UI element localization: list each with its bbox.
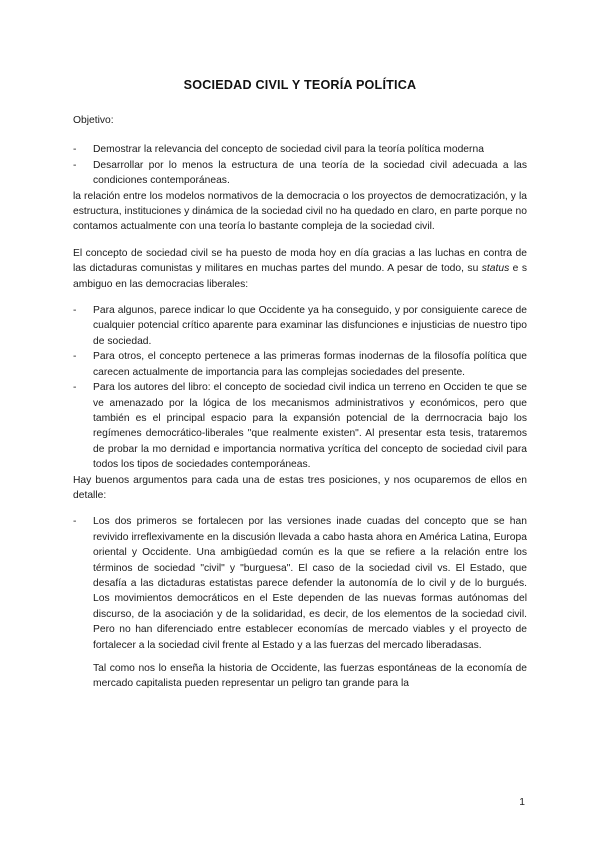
detail-item [73, 514, 527, 653]
status-italic: status [481, 263, 510, 275]
paragraph-2-text-b: e s ambiguo en las democracias liberales: [73, 263, 527, 290]
paragraph-2-text-a: El concepto de sociedad civil se ha puesto de moda hoy en día gracias a las luchas en contra de las dictaduras comunistas y militares en muchas partes del mundo. A pesar de todo, su [73, 247, 527, 275]
position-text: Para los autores del libro: el concepto de sociedad civil indica un terreno en Occiden te que se ve amenazado por la lógica de los mecanismos administrativos y económicos, pero que también es el principal espacio para la expansión potencial de la derrnocracia bajo los regímenes democrático-liberales "que realmente existen". Al presentar esta tesis, trataremos de probar la mo dernidad e importancia normativa ycrítica del concepto de sociedad civil para todos los tipos de sociedades contemporáneas. [93, 382, 527, 471]
objective-item [73, 142, 527, 157]
positions-list [73, 303, 527, 472]
page-number: 1 [519, 797, 525, 808]
position-text: Para algunos, parece indicar lo que Occidente ya ha conseguido, y por consiguiente carece de cualquier potencial crítico aparente para examinar las disfunciones e injusticias de nuestro tipo de sociedad. [93, 305, 527, 347]
paragraph-3: Hay buenos argumentos para cada una de estas tres posiciones, y nos ocuparemos de ellos en detalle: [73, 474, 527, 501]
position-item [73, 349, 527, 380]
objectives-list [73, 142, 527, 188]
dash-bullet: - [73, 351, 77, 363]
dash-bullet: - [73, 159, 77, 171]
position-item [73, 303, 527, 349]
objective-text: Desarrollar por lo menos la estructura de una teoría de la sociedad civil adecuada a las condiciones contemporáneas. [93, 159, 527, 187]
position-text: Para otros, el concepto pertenece a las primeras formas inodernas de la filosofía política que carecen actualmente de importancia para las complejas sociedades del presente. [93, 351, 527, 378]
dash-bullet: - [73, 305, 77, 317]
detail-followup-paragraph: Tal como nos lo enseña la historia de Occidente, las fuerzas espontáneas de la economía de mercado capitalista pueden representar un peligro tan grande para la [93, 663, 527, 690]
detail-text: Los dos primeros se fortalecen por las versiones inade cuadas del concepto que se han revivido irreflexivamente en la discusión llevada a cabo hasta ahora en América Latina, Europa oriental y Occidente. Una ambigüedad común es la que se refiere a la relación entre los términos de sociedad "civil" y "burguesa". El caso de la sociedad civil vs. El Estado, que desafía a las dictaduras estatistas parece defender la autonomía de lo civil y de lo burgués. Los movimientos democráticos en el Este dependen de las nuevas formas autónomas del discurso, de la asociación y de la solidaridad, es decir, de los elementos de la sociedad civil. Pero no han diferenciado entre establecer economías de mercado viables y el proyecto de fortalecer a la sociedad civil frente al Estado y a las fuerzas del mercado liberadasas. [93, 516, 527, 651]
dash-bullet: - [73, 382, 77, 394]
detail-list [73, 514, 527, 653]
dash-bullet: - [73, 144, 77, 156]
dash-bullet: - [73, 516, 77, 528]
position-item [73, 380, 527, 472]
objective-item [73, 158, 527, 189]
objective-text: Demostrar la relevancia del concepto de sociedad civil para la teoría política moderna [93, 144, 484, 156]
paragraph-2 [73, 246, 527, 292]
paragraph-1: la relación entre los modelos normativos de la democracia o los proyectos de democratización, y la estructura, instituciones y dinámica de la sociedad civil no ha quedado en claro, en parte porque no contamos actualmente con una teoría lo bastante compleja de la sociedad civil. [73, 190, 527, 233]
document-title: SOCIEDAD CIVIL Y TEORÍA POLÍTICA [183, 78, 417, 92]
objective-label: Objetivo: [73, 115, 114, 126]
